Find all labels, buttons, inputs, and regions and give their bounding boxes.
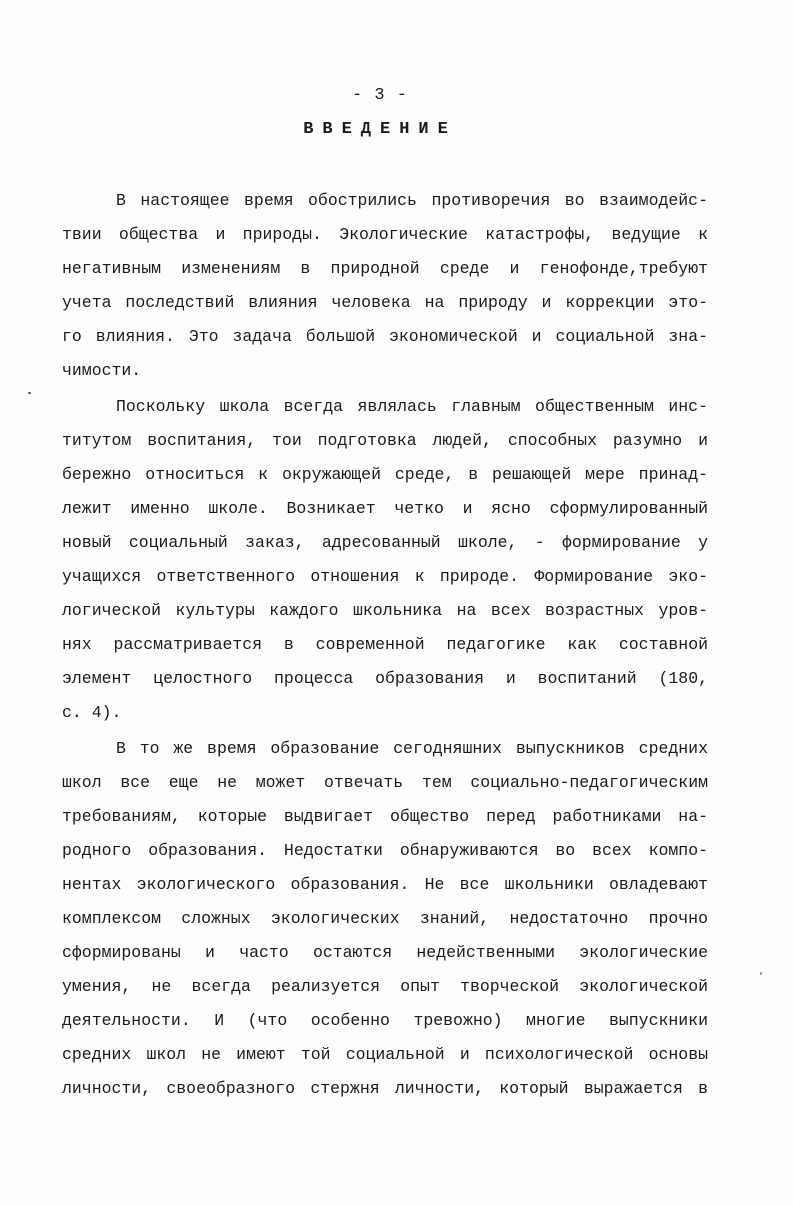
paragraph-1-line: В настоящее время обострились противоречия во взаимодейс- — [116, 191, 708, 210]
paragraph-3-line: сформированы и часто остаются недейственными экологические — [62, 943, 708, 962]
paragraph-2-line: нях рассматривается в современной педагогике как составной — [62, 635, 708, 654]
paragraph-3-line: нентах экологического образования. Не все школьники овладевают — [62, 875, 708, 894]
paragraph-3-line: средних школ не имеют той социальной и психологической основы — [62, 1045, 708, 1064]
paragraph-2-line: титутом воспитания, тои подготовка людей, способных разумно и — [62, 431, 708, 450]
scan-speck — [760, 972, 762, 975]
paragraph-2-line: учащихся ответственного отношения к природе. Формирование эко- — [62, 567, 708, 586]
paragraph-2-line: элемент целостного процесса образования и воспитаний (180, — [62, 669, 708, 688]
paragraph-3-line: умения, не всегда реализуется опыт творческой экологической — [62, 977, 708, 996]
paragraph-1-line: негативным изменениям в природной среде и генофонде,требуют — [62, 259, 708, 278]
paragraph-2-line: лежит именно школе. Возникает четко и ясно сформулированный — [62, 499, 708, 518]
paragraph-2-line: с. 4). — [62, 703, 122, 722]
paragraph-2-line: новый социальный заказ, адресованный школе, - формирование у — [62, 533, 708, 552]
paragraph-1-line: чимости. — [62, 361, 142, 380]
paragraph-3-line: школ все еще не может отвечать тем социально-педагогическим — [62, 773, 708, 792]
paragraph-2-line: логической культуры каждого школьника на всех возрастных уров- — [62, 601, 708, 620]
scan-speck — [28, 392, 31, 394]
paragraph-3-line: требованиям, которые выдвигает общество перед работниками на- — [62, 807, 708, 826]
section-heading: ВВЕДЕНИЕ — [303, 120, 457, 139]
paragraph-1-line: учета последствий влияния человека на природу и коррекции это- — [62, 293, 708, 312]
paragraph-3-line: комплексом сложных экологических знаний, недостаточно прочно — [62, 909, 708, 928]
paragraph-3-line: родного образования. Недостатки обнаруживаются во всех компо- — [62, 841, 708, 860]
paragraph-2-line: Поскольку школа всегда являлась главным общественным инс- — [116, 397, 708, 416]
paragraph-1-line: го влияния. Это задача большой экономической и социальной зна- — [62, 327, 708, 346]
page-number: - 3 - — [351, 86, 408, 105]
paragraph-3-line: личности, своеобразного стержня личности, который выражается в — [62, 1079, 708, 1098]
paragraph-1-line: твии общества и природы. Экологические катастрофы, ведущие к — [62, 225, 708, 244]
paragraph-3-line: В то же время образование сегодняшних выпускников средних — [116, 739, 708, 758]
paragraph-3-line: деятельности. И (что особенно тревожно) многие выпускники — [62, 1011, 708, 1030]
paragraph-2-line: бережно относиться к окружающей среде, в решающей мере принад- — [62, 465, 708, 484]
